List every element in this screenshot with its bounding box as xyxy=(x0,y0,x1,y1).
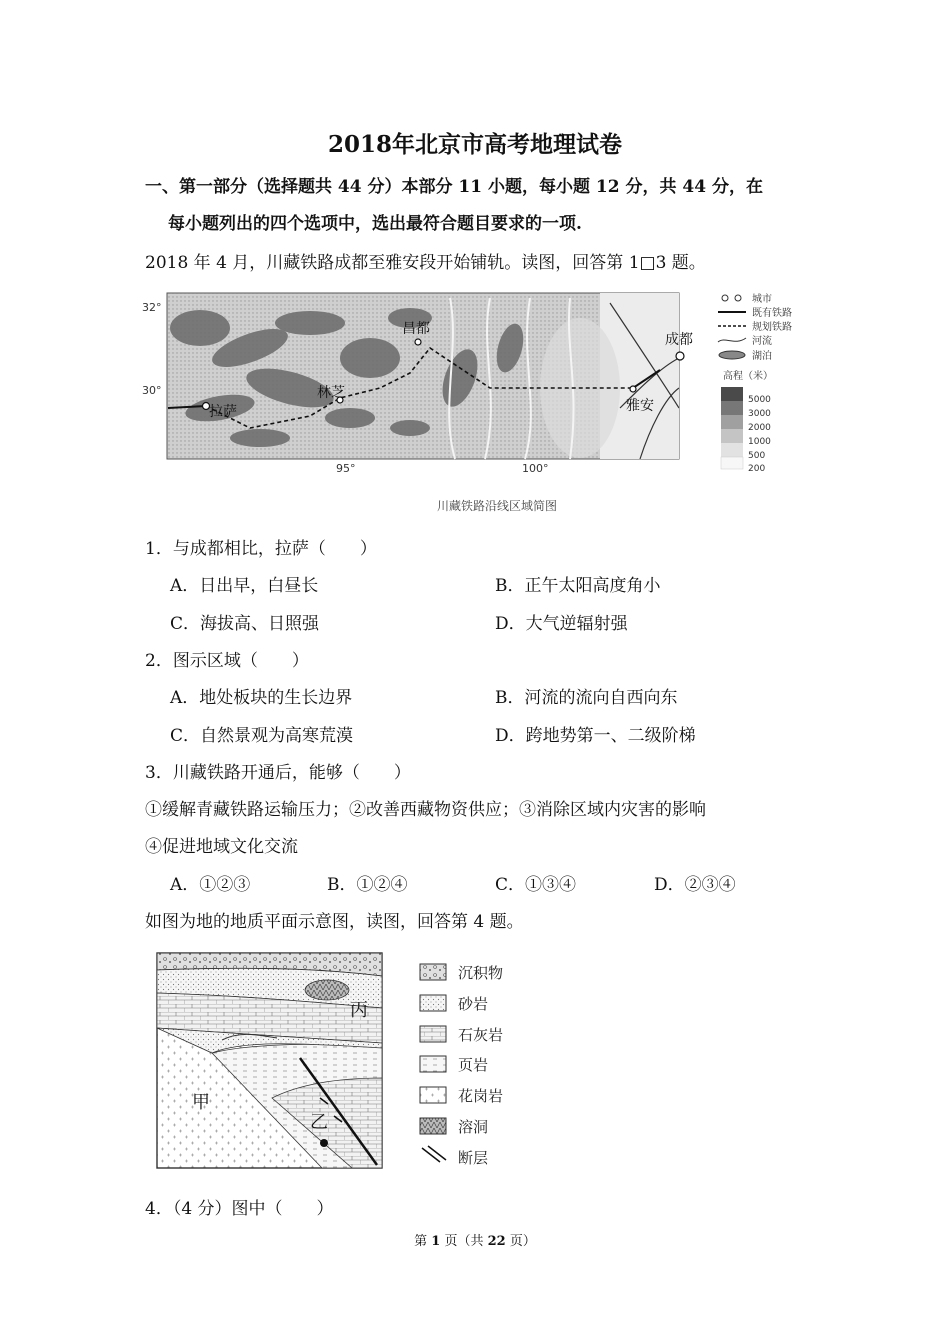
q3-option-b: B．①②④ xyxy=(327,875,408,895)
question-3-stem: 3．川藏铁路开通后，能够（ ） xyxy=(145,763,411,783)
section-heading-line1: 一、第一部分（选择题共 44 分）本部分 11 小题，每小题 12 分，共 44 分，在 xyxy=(145,177,763,197)
legend-sediment: 沉积物 xyxy=(458,964,504,982)
q3-option-a: A．①②③ xyxy=(170,875,251,895)
q1-option-d: D．大气逆辐射强 xyxy=(495,614,628,634)
footer-prefix: 第 xyxy=(414,1234,432,1249)
legend-fault: 断层 xyxy=(458,1149,489,1167)
lat-label-30: 30° xyxy=(142,384,162,397)
legend-limestone: 石灰岩 xyxy=(458,1026,504,1044)
legend-elev-2000: 2000 xyxy=(748,423,771,433)
question-1-stem: 1．与成都相比，拉萨（ ） xyxy=(145,539,377,559)
q2-option-a: A．地处板块的生长边界 xyxy=(170,688,353,708)
q2-option-b: B．河流的流向自西向东 xyxy=(495,688,678,708)
geology-label-bing: 丙 xyxy=(350,1000,368,1021)
footer-page-number: 1 xyxy=(431,1234,441,1249)
legend-elev-3000: 3000 xyxy=(748,409,771,419)
legend-river: 河流 xyxy=(752,336,772,347)
legend-sandstone: 砂岩 xyxy=(458,995,489,1013)
legend-elev-5000: 5000 xyxy=(748,395,771,405)
city-label-chengdu: 成都 xyxy=(665,332,693,348)
footer-total-pages: 22 xyxy=(487,1234,506,1249)
railway-map xyxy=(140,288,820,478)
q2-option-c: C．自然景观为高寒荒漠 xyxy=(170,726,354,746)
question-4-stem: 4．（4 分）图中（ ） xyxy=(145,1199,334,1219)
legend-elev-500: 500 xyxy=(748,451,766,461)
q3-option-d: D．②③④ xyxy=(654,875,736,895)
footer-suffix: 页） xyxy=(505,1234,536,1249)
q2-option-d: D．跨地势第一、二级阶梯 xyxy=(495,726,696,746)
legend-city: 城市 xyxy=(752,294,772,305)
map-caption: 川藏铁路沿线区域简图 xyxy=(437,499,558,513)
q3-statements-line1: ①缓解青藏铁路运输压力；②改善西藏物资供应；③消除区域内灾害的影响 xyxy=(145,800,706,820)
question-2-stem: 2．图示区域（ ） xyxy=(145,651,309,671)
legend-karst-cave: 溶洞 xyxy=(458,1118,489,1136)
legend-elevation-title: 高程（米） xyxy=(723,371,773,382)
legend-elev-200: 200 xyxy=(748,464,766,474)
legend-lake: 湖泊 xyxy=(752,351,772,362)
q1-option-a: A．日出早，白昼长 xyxy=(170,576,319,596)
q3-option-c: C．①③④ xyxy=(495,875,577,895)
lat-label-32: 32° xyxy=(142,301,162,314)
q1-option-b: B．正午太阳高度角小 xyxy=(495,576,661,596)
lon-label-100: 100° xyxy=(522,462,549,475)
legend-shale: 页岩 xyxy=(458,1056,489,1074)
legend-elev-1000: 1000 xyxy=(748,437,771,447)
page-footer xyxy=(0,1230,950,1249)
geology-diagram xyxy=(152,948,522,1176)
legend-existing-rail: 既有铁路 xyxy=(752,308,792,319)
geology-legend xyxy=(420,964,503,1167)
geology-label-yi: 乙 xyxy=(310,1112,328,1133)
intro-text: 2018 年 4 月，川藏铁路成都至雅安段开始铺轨。读图，回答第 1□3 题。 xyxy=(145,253,706,273)
q1-option-c: C．海拔高、日照强 xyxy=(170,614,320,634)
legend-planned-rail: 规划铁路 xyxy=(752,322,792,333)
legend-granite: 花岗岩 xyxy=(458,1087,504,1105)
map-legend xyxy=(718,292,792,474)
geology-label-jia: 甲 xyxy=(192,1092,210,1113)
footer-middle: 页（共 xyxy=(440,1234,488,1249)
city-label-lasa: 拉萨 xyxy=(209,404,237,420)
city-label-yaan: 雅安 xyxy=(626,398,654,414)
lon-label-95: 95° xyxy=(336,462,356,475)
section-heading-line2: 每小题列出的四个选项中，选出最符合题目要求的一项. xyxy=(168,214,582,234)
city-label-changdu: 昌都 xyxy=(402,321,430,337)
intro-geology: 如图为地的地质平面示意图，读图，回答第 4 题。 xyxy=(145,912,524,932)
q3-statements-line2: ④促进地域文化交流 xyxy=(145,837,298,857)
page-title: 2018年北京市高考地理试卷 xyxy=(327,131,622,158)
city-label-linzhi: 林芝 xyxy=(317,385,345,401)
